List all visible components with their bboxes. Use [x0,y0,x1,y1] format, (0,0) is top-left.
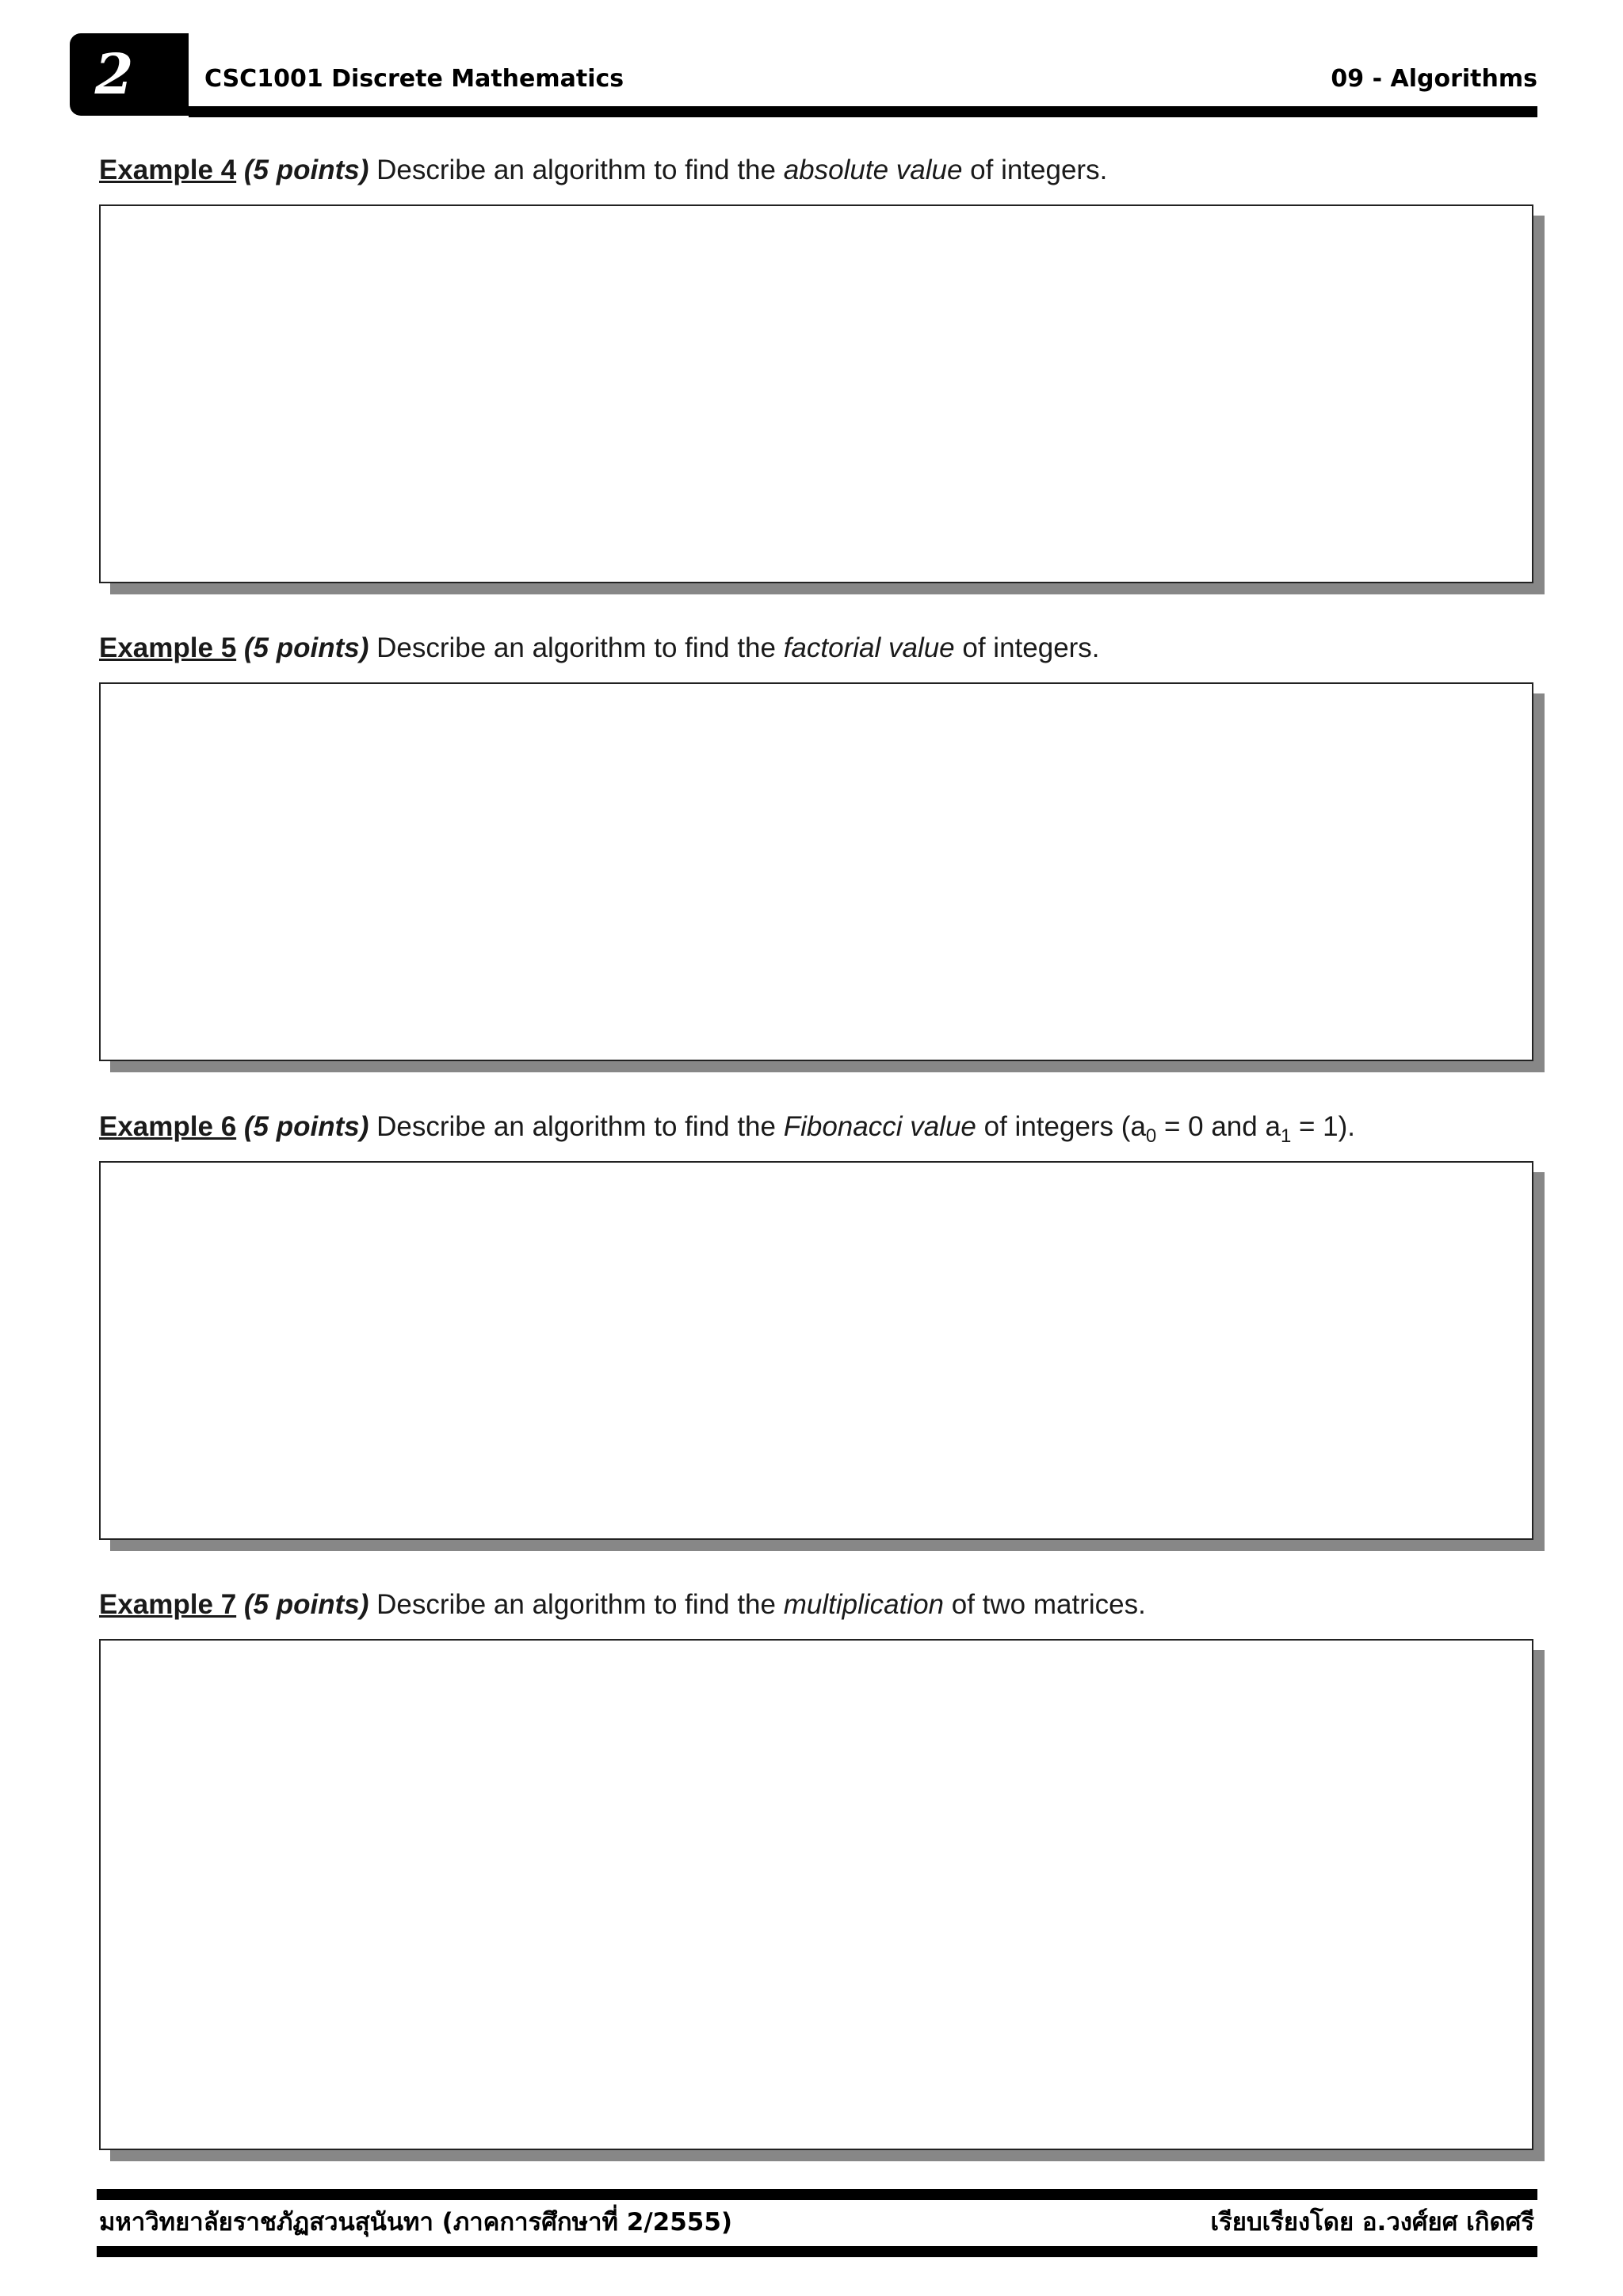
example-label: Example 6 [99,1111,237,1142]
chapter-title: 09 - Algorithms [1331,65,1537,93]
example-5 [99,628,1540,668]
example-6 [99,1107,1540,1147]
example-prompt [99,1107,1540,1147]
example-text-end: = 1). [1291,1111,1356,1142]
footer-university: มหาวิทยาลัยราชภัฏสวนสุนันทา (ภาคการศึกษาที่ 2/2555) [99,2208,733,2237]
example-points: (5 points) [243,1111,369,1142]
example-prompt [99,628,1540,668]
example-text: Describe an algorithm to find the [369,1589,784,1620]
example-text-mid2: = 0 and a [1156,1111,1281,1142]
example-points: (5 points) [243,632,369,663]
example-label: Example 7 [99,1589,237,1620]
answer-box[interactable] [99,682,1533,1061]
example-label: Example 5 [99,632,237,663]
answer-box[interactable] [99,204,1533,583]
example-prompt [99,151,1540,190]
answer-box[interactable] [99,1161,1533,1540]
example-points: (5 points) [243,155,369,185]
example-prompt [99,1585,1540,1625]
page-number-badge [70,33,189,116]
header-rule [189,106,1537,117]
example-4 [99,151,1540,190]
example-term: multiplication [783,1589,945,1620]
answer-box[interactable] [99,1639,1533,2150]
example-7 [99,1585,1540,1625]
page-number: 2 [94,41,134,107]
example-label: Example 4 [99,155,237,185]
footer-rule-bottom [97,2246,1537,2257]
course-title: CSC1001 Discrete Mathematics [204,65,624,93]
example-text-end: of integers. [954,632,1100,663]
example-text: Describe an algorithm to find the [369,1111,784,1142]
example-text-mid: of integers (a [976,1111,1146,1142]
example-points: (5 points) [243,1589,369,1620]
example-term: Fibonacci value [783,1111,976,1142]
footer-author: เรียบเรียงโดย อ.วงศ์ยศ เกิดศรี [1210,2208,1534,2237]
example-text-end: of integers. [962,155,1108,185]
example-term: absolute value [783,155,963,185]
example-text: Describe an algorithm to find the [369,632,784,663]
footer-rule-top [97,2189,1537,2200]
example-term: factorial value [783,632,955,663]
example-text: Describe an algorithm to find the [369,155,784,185]
example-text-end: of two matrices. [944,1589,1146,1620]
subscript-zero: 0 [1145,1125,1157,1147]
subscript-one: 1 [1280,1125,1292,1147]
